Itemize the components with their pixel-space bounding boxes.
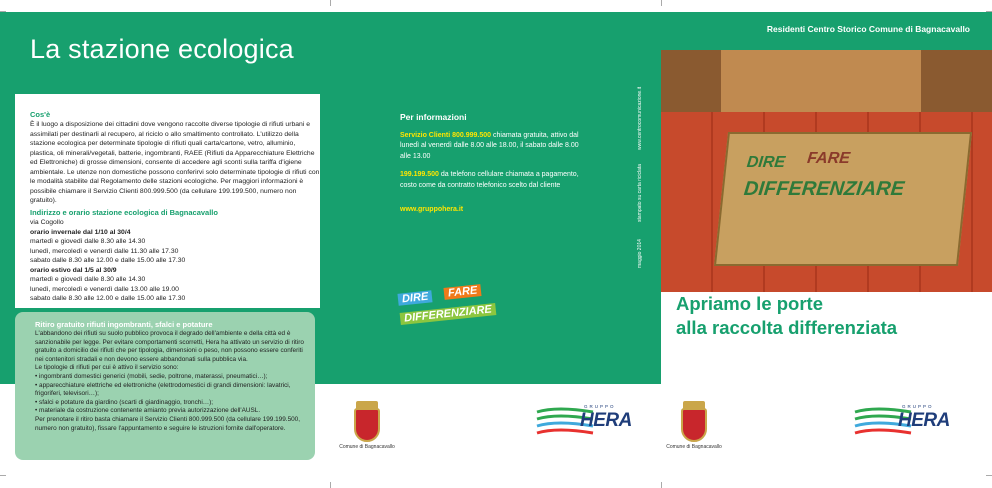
website-link[interactable]: www.gruppohera.it (400, 206, 464, 213)
info-block (400, 112, 590, 216)
slogan-logo (398, 286, 528, 332)
trim-mark (330, 0, 331, 6)
mat-fare: FARE (806, 150, 851, 167)
vertical-date: maggio 2014 (637, 239, 643, 268)
mat-differenziare: DIFFERENZIARE (742, 178, 906, 200)
servizio-clienti (400, 131, 590, 163)
headline-line2: alla raccolta differenziata (676, 317, 898, 338)
summer-heading: orario estivo dal 1/5 al 30/9 (30, 266, 117, 274)
cell-number: 199.199.500 (400, 171, 439, 178)
cose-section (30, 110, 320, 206)
address-heading: Indirizzo e orario stazione ecologica di Bagnacavallo (30, 208, 218, 217)
vertical-credit: www.centrocomunicazione.it (637, 86, 643, 150)
headline-line1: Apriamo le porte (676, 293, 823, 314)
vertical-paper: stampato su carta riciclata (637, 163, 643, 222)
winter-line: martedì e giovedì dalle 8.30 alle 14.30 (30, 238, 146, 245)
left-panel (0, 0, 330, 488)
trim-mark (0, 11, 6, 12)
mat-dire: DIRE (745, 154, 786, 171)
slogan-fare: FARE (443, 284, 481, 300)
doormat (714, 132, 972, 266)
servizio-number: Servizio Clienti 800.999.500 (400, 131, 492, 139)
door-opening (721, 42, 921, 122)
trim-mark (661, 482, 662, 488)
summer-line: lunedì, mercoledì e venerdì dalle 13.00 alle 19.00 (30, 285, 179, 293)
cell-info (400, 170, 590, 191)
cose-text: È il luogo a disposizione dei cittadini dove vengono raccolte diverse tipologie di rifiuti urbani e assimilati per destinarli al recupero, al riciclo o allo smaltimento controllato. L'utilizzo della stazione ecologica per determinate tipologie di rifiuti quali carta/cartone, vetro, alluminio, plastica, oli minerali/vegetali, batterie, ingombranti, RAEE (Rifiuti da Apparecchiature Elettriche ed Elettroniche) di grosse dimensioni, consente di accedere agli sconti sulla tariffa d'igiene ambientale. Le utenze non domestiche possono conferirvi solo determinate tipologie di rifiuti con le modalità stabilite dal Regolamento delle stazioni ecologiche. Per maggiori informazioni è possibile chiamare il Servizio Clienti 800.999.500 (da cellulare 199.199.500, numero non gratuito). (30, 121, 320, 204)
main-headline (676, 292, 976, 340)
trim-mark (986, 11, 992, 12)
servizio-text: chiamata gratuita, attivo dal lunedì al venerdì dalle 8.00 alle 18.00, il sabato dalle 8.00 alle 13.00 (400, 131, 579, 160)
trim-mark (661, 0, 662, 6)
info-heading: Per informazioni (400, 112, 467, 122)
ritiro-item: • apparecchiature elettriche ed elettroniche (elettrodomestici di grandi dimensioni: lavatrici, frigoriferi, televisori…); (35, 381, 291, 398)
comune-label: Comune di Bagnacavallo (339, 444, 395, 450)
winter-line: lunedì, mercoledì e venerdì dalle 11.30 alle 17.30 (30, 247, 179, 255)
slogan-dire: DIRE (397, 290, 432, 306)
summer-line: martedì e giovedì dalle 8.30 alle 14.30 (30, 276, 146, 283)
ritiro-item: • materiale da costruzione contenente amianto previa autorizzazione dell'AUSL. (35, 407, 261, 415)
cell-text: da telefono cellulare chiamata a pagamento, costo come da contratto telefonico scelto dal cliente (400, 171, 579, 189)
ritiro-item: • sfalci e potature da giardino (scarti di giardinaggio, tronchi…); (35, 398, 214, 406)
ritiro-item: • ingombranti domestici generici (mobili, sedie, poltrone, materassi, pneumatici…); (35, 372, 268, 380)
hera-word: HERA (580, 410, 632, 431)
right-header-text: Residenti Centro Storico Comune di Bagnacavallo (766, 24, 970, 34)
address-text: via Cogollo (30, 219, 64, 226)
slogan-differenziare: DIFFERENZIARE (400, 303, 497, 325)
summer-line: sabato dalle 8.30 alle 12.00 e dalle 15.00 alle 17.30 (30, 295, 186, 302)
ritiro-list-intro: Le tipologie di rifiuti per cui è attivo il servizio sono: (35, 364, 179, 372)
winter-heading: orario invernale dal 1/10 al 30/4 (30, 228, 131, 236)
comune-crest-icon (354, 408, 380, 442)
trim-mark (986, 475, 992, 476)
hera-gruppo: GRUPPO (902, 404, 934, 409)
ritiro-outro: Per prenotare il ritiro basta chiamare il Servizio Clienti 800.999.500 (da cellulare 199.199.500, numero non gratuito), fissare l'appuntamento e seguire le istruzioni fornite dall'operatore. (35, 415, 301, 432)
comune-label: Comune di Bagnacavallo (666, 444, 722, 450)
comune-crest-icon (681, 408, 707, 442)
doormat-photo (661, 12, 992, 292)
ritiro-heading: Ritiro gratuito rifiuti ingombranti, sfalci e potature (35, 320, 213, 329)
ritiro-intro: L'abbandono dei rifiuti su suolo pubblico provoca il degrado dell'ambiente e della città ed è sanzionabile per legge. Per evitare comportamenti scorretti, Hera ha attivato un servizio di ritiro gratuito a domicilio dei rifiuti che per tipologia, dimensioni o peso, non possono essere conferiti nei contenitori stradali e non devono essere abbandonati sulla pubblica via. (35, 330, 304, 363)
hera-gruppo: GRUPPO (584, 404, 616, 409)
cose-heading: Cos'è (30, 110, 51, 119)
page-title: La stazione ecologica (30, 34, 294, 64)
address-section (30, 208, 320, 304)
trim-mark (330, 482, 331, 488)
ritiro-box (15, 312, 315, 460)
trim-mark (0, 475, 6, 476)
ritiro-section (35, 320, 310, 433)
winter-line: sabato dalle 8.30 alle 12.00 e dalle 15.00 alle 17.30 (30, 257, 186, 264)
hera-word: HERA (898, 410, 950, 431)
